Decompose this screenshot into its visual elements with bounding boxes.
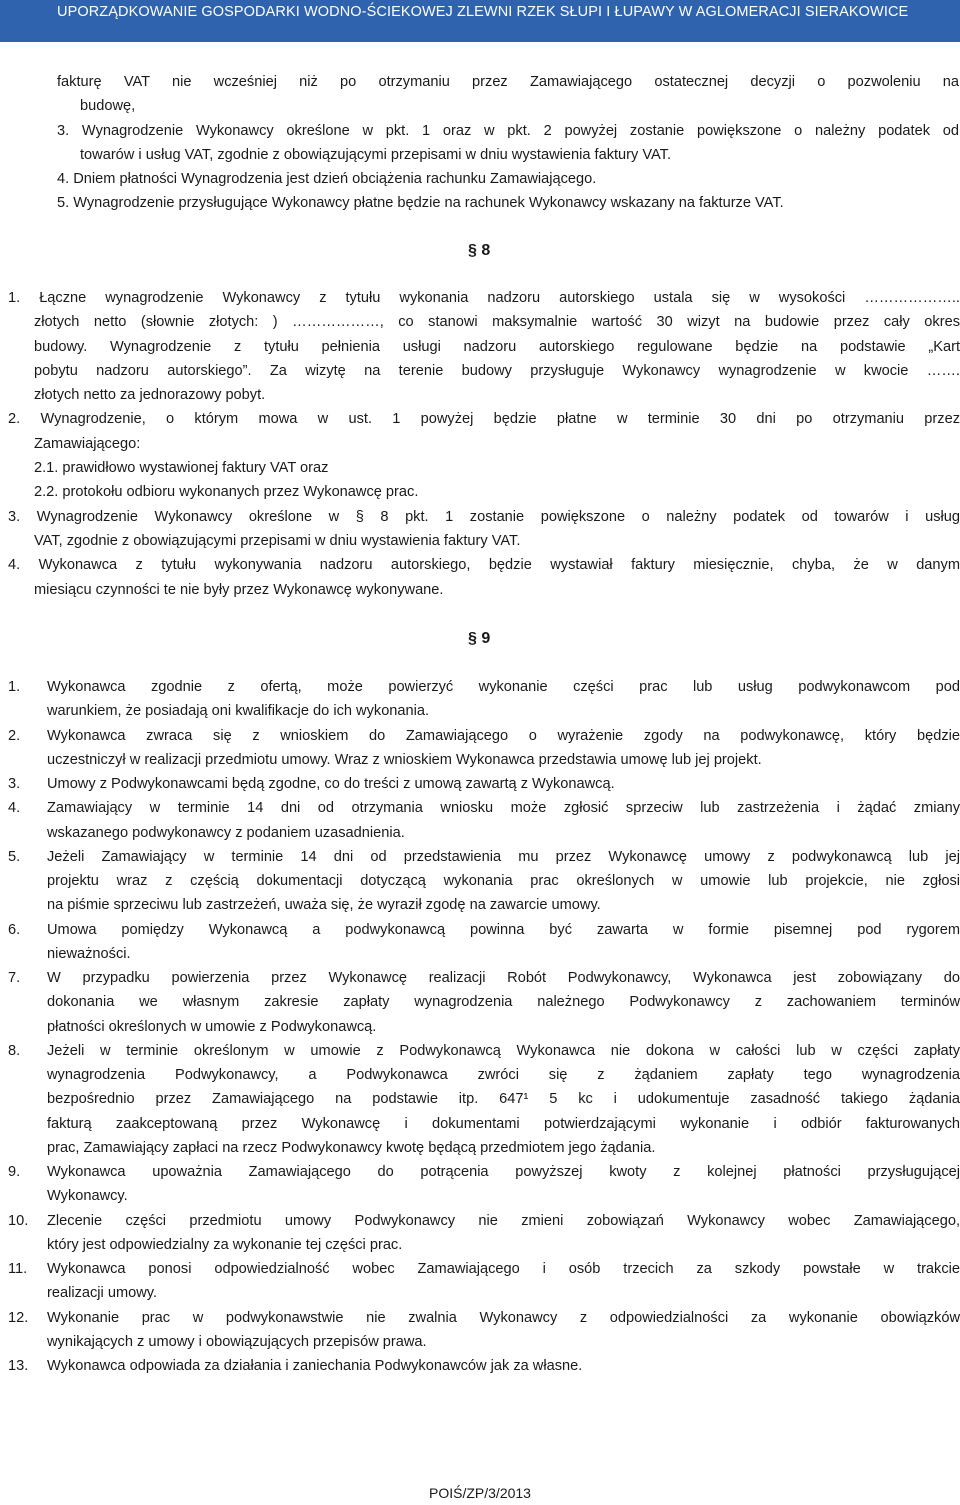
list-item-line: Jeżeli w terminie określonym w umowie z Podwykonawcą Wykonawca nie dokona w całości lub w części zapłaty (47, 1042, 960, 1059)
list-item-line: Wykonawca zgodnie z ofertą, może powierzyć wykonanie części prac lub usług podwykonawcom pod (47, 679, 960, 695)
list-item-line: Zlecenie części przedmiotu umowy Podwykonawcy nie zmieni zobowiązań Wykonawcy wobec Zamawiającego, (47, 1212, 960, 1229)
paragraph-line: 2. Wynagrodzenie, o którym mowa w ust. 1 powyżej będzie płatne w terminie 30 dni po otrzymaniu przez (8, 411, 960, 427)
list-item-line: realizacji umowy. (47, 1285, 158, 1302)
list-item-line: Wykonanie prac w podwykonawstwie nie zwalnia Wykonawcy z odpowiedzialności za wykonanie obowiązków (47, 1309, 960, 1326)
list-item-number: 11. (8, 1261, 28, 1277)
paragraph-line: 3. Wynagrodzenie Wykonawcy określone w pkt. 1 oraz w pkt. 2 powyżej zostanie powiększone o należny podatek od (57, 123, 959, 139)
paragraph-line: Zamawiającego: (34, 436, 141, 452)
list-item-line: Umowy z Podwykonawcami będą zgodne, co do treści z umową zawartą z Wykonawcą. (47, 776, 615, 792)
paragraph-line: 3. Wynagrodzenie Wykonawcy określone w § 8 pkt. 1 zostanie powiększone o należny podatek od towarów i usług (8, 509, 960, 525)
list-item-line: wskazanego podwykonawcy z podaniem uzasadnienia. (47, 824, 405, 841)
list-item-line: W przypadku powierzenia przez Wykonawcę realizacji Robót Podwykonawcy, Wykonawca jest zobowiązany do (47, 970, 960, 986)
paragraph-line: miesiącu czynności te nie były przez Wykonawcę wykonywane. (34, 582, 444, 598)
list-item-number: 12. (8, 1309, 29, 1326)
list-item-number: 6. (8, 921, 21, 938)
paragraph-line: fakturę VAT nie wcześniej niż po otrzymaniu przez Zamawiającego ostatecznej decyzji o pozwoleniu na (57, 74, 959, 90)
list-item-number: 13. (8, 1358, 29, 1374)
list-item-line: Wykonawca zwraca się z wnioskiem do Zamawiającego o wyrażenie zgody na podwykonawcę, który będzie (47, 727, 960, 744)
list-item-line: Umowa pomiędzy Wykonawcą a podwykonawcą powinna być zawarta w formie pisemnej pod rygorem (47, 921, 960, 938)
paragraph-line: złotych netto (słownie złotych: ) ………………, co stanowi maksymalnie wartość 30 wizyt na budowie przez cały okres (34, 314, 960, 330)
paragraph-line: budowy. Wynagrodzenie z tytułu pełnienia usługi nadzoru autorskiego regulowane będzie na podstawie „Kart (34, 339, 960, 355)
list-item-line: fakturą zaakceptowaną przez Wykonawcę i dokumentami potwierdzającymi wykonanie i odbiór fakturowanych (47, 1115, 960, 1132)
list-item-number: 10. (8, 1212, 29, 1229)
list-item-line: Wykonawca ponosi odpowiedzialność wobec Zamawiającego i osób trzecich za szkody powstałe w trakcie (47, 1261, 960, 1277)
list-item-line: warunkiem, że posiadają oni kwalifikacje do ich wykonania. (47, 703, 430, 720)
paragraph-line: towarów i usług VAT, zgodnie z obowiązującymi przepisami w dniu wystawienia faktury VAT. (80, 147, 672, 163)
paragraph-line: budowę, (80, 98, 136, 114)
list-item-line: płatności określonych w umowie z Podwykonawcą. (47, 1018, 377, 1035)
list-item-line: nieważności. (47, 945, 131, 962)
paragraph-line: 5. Wynagrodzenie przysługujące Wykonawcy płatne będzie na rachunek Wykonawcy wskazany na fakturze VAT. (57, 195, 784, 211)
list-item-line: Zamawiający w terminie 14 dni od otrzymania wniosku może zgłosić sprzeciw lub zastrzeżenia i żądać zmiany (47, 800, 960, 817)
list-item-line: wynikających z umowy i obowiązujących przepisów prawa. (47, 1333, 427, 1350)
list-item-line: dokonania we własnym zakresie zapłaty wynagrodzenia należnego Podwykonawcy z zachowaniem terminów (47, 994, 960, 1011)
list-item-number: 2. (8, 727, 21, 744)
section-heading-8: § 8 (468, 242, 491, 259)
paragraph-line: 2.2. protokołu odbioru wykonanych przez Wykonawcę prac. (34, 484, 419, 500)
list-item-number: 1. (8, 679, 21, 695)
paragraph-line: pobytu nadzoru autorskiego”. Za wizytę na terenie budowy przysługuje Wykonawcy wynagrodzenie w kwocie ……. (34, 363, 960, 379)
footer-code: POIŚ/ZP/3/2013 (429, 1485, 531, 1501)
list-item-line: uczestniczył w realizacji przedmiotu umowy. Wraz z wnioskiem Wykonawca przedstawia umowę lub jej projekt. (47, 751, 762, 768)
list-item-number: 8. (8, 1042, 21, 1059)
header-title: UPORZĄDKOWANIE GOSPODARKI WODNO-ŚCIEKOWEJ ZLEWNI RZEK SŁUPI I ŁUPAWY W AGLOMERACJI SIERAKOWICE (57, 4, 909, 20)
list-item-number: 4. (8, 800, 21, 817)
list-item-number: 5. (8, 848, 21, 865)
list-item-line: bezpośrednio przez Zamawiającego na podstawie itp. 647¹ 5 kc i udokumentuje zasadność takiego żądania (47, 1091, 960, 1108)
list-item-line: wynagrodzenia Podwykonawcy, a Podwykonawca zwróci się z żądaniem zapłaty tego wynagrodzenia (47, 1067, 960, 1083)
section-heading-9: § 9 (468, 630, 491, 647)
paragraph-line: 4. Dniem płatności Wynagrodzenia jest dzień obciążenia rachunku Zamawiającego. (57, 171, 597, 187)
list-item-line: projektu wraz z częścią dokumentacji dotyczącą wykonania prac określonych w umowie lub projekcie, nie zgłosi (47, 873, 960, 889)
list-item-line: który jest odpowiedzialny za wykonanie tej części prac. (47, 1236, 403, 1253)
page-header (0, 0, 960, 42)
paragraph-line: 1. Łączne wynagrodzenie Wykonawcy z tytułu wykonania nadzoru autorskiego ustala się w wysokości ……………….. (8, 290, 960, 306)
list-item-line: Jeżeli Zamawiający w terminie 14 dni od przedstawienia mu przez Wykonawcę umowy z podwykonawcą lub jej (47, 848, 960, 865)
list-item-number: 9. (8, 1164, 21, 1180)
list-item-line: prac, Zamawiający zapłaci na rzecz Podwykonawcy kwotę będącą przedmiotem jego żądania. (47, 1139, 656, 1156)
paragraph-line: 2.1. prawidłowo wystawionej faktury VAT oraz (34, 460, 329, 476)
list-item-line: Wykonawcy. (47, 1188, 128, 1205)
list-item-line: Wykonawca upoważnia Zamawiającego do potrącenia powyższej kwoty z kolejnej płatności przysługującej (47, 1164, 960, 1180)
list-item-line: na piśmie sprzeciwu lub zastrzeżeń, uważa się, że wyraził zgodę na zawarcie umowy. (47, 897, 601, 914)
list-item-line: Wykonawca odpowiada za działania i zaniechania Podwykonawców jak za własne. (47, 1358, 583, 1374)
list-item-number: 3. (8, 776, 21, 792)
paragraph-line: złotych netto za jednorazowy pobyt. (34, 387, 266, 403)
paragraph-line: 4. Wykonawca z tytułu wykonywania nadzoru autorskiego, będzie wystawiał faktury miesięcznie, chyba, że w danym (8, 557, 960, 573)
paragraph-line: VAT, zgodnie z obowiązującymi przepisami w dniu wystawienia faktury VAT. (34, 533, 521, 549)
list-item-number: 7. (8, 970, 21, 986)
